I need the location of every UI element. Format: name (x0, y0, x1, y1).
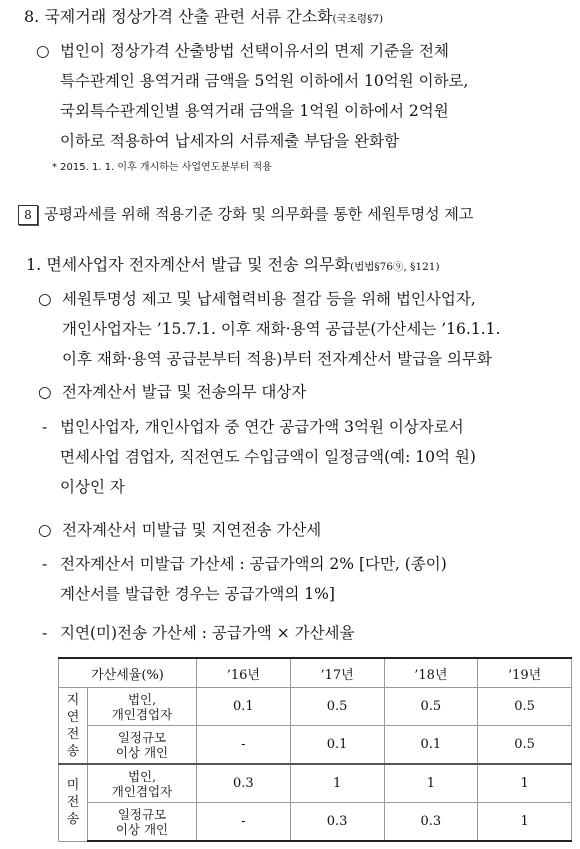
table-header-cell: ’17년 (290, 658, 384, 688)
table-cell: 1 (290, 764, 384, 803)
item1-d3: 지연(미)전송 가산세 : 공급가액 × 가산세율 (60, 624, 355, 642)
table-cell: 0.1 (384, 726, 478, 765)
table-cell: 0.5 (384, 688, 478, 726)
table-header-cell: ’19년 (478, 658, 572, 688)
table-cell: 1 (478, 764, 572, 803)
row-label: 법인, 개인겸업자 (88, 688, 197, 726)
item1-dash-1 (42, 412, 476, 502)
row-label: 법인, 개인겸업자 (88, 764, 197, 803)
item1-ref: (법법§76⑨, §121) (350, 261, 440, 273)
surcharge-rate-table (58, 657, 572, 842)
section-title: 공평과세를 위해 적용기준 강화 및 의무화를 통한 세원투명성 제고 (44, 205, 474, 223)
item1-bullet-2 (38, 377, 306, 407)
item1-b1-line-2: 이후 재화·용역 공급분부터 적용)부터 전자계산서 발급을 의무화 (62, 350, 492, 368)
item8-line-3: 이하로 적용하여 납세자의 서류제출 부담을 완화함 (60, 132, 400, 150)
table-header-cell: ’16년 (197, 658, 291, 688)
table-header-cell: ’18년 (384, 658, 478, 688)
item1-bullet-3 (38, 515, 321, 545)
table-cell: - (197, 803, 291, 842)
table-cell: 0.5 (290, 688, 384, 726)
item1-dash-3 (42, 618, 355, 648)
circle-bullet-icon: ○ (38, 383, 52, 401)
table-cell: 0.3 (384, 803, 478, 842)
group-label-late: 지 연 전 송 (59, 688, 88, 765)
section-number: 8 (18, 205, 38, 225)
table-row (59, 726, 572, 765)
row-label: 일정규모 이상 개인 (88, 726, 197, 765)
item1-d2-line-0: 전자계산서 미발급 가산세 : 공급가액의 2% [다만, (종이) (60, 555, 447, 573)
item1-heading (26, 252, 440, 275)
item8-line-0: 법인이 정상가격 산출방법 선택이유서의 면제 기준을 전체 (60, 42, 449, 60)
item8-title: 8. 국제거래 정상가격 산출 관련 서류 간소화 (24, 7, 333, 26)
item1-d1-line-0: 법인사업자, 개인사업자 중 연간 공급가액 3억원 이상자로서 (60, 418, 464, 436)
item8-bullet (36, 36, 468, 156)
table-cell: 1 (384, 764, 478, 803)
item1-b1-line-0: 세원투명성 제고 및 납세협력비용 절감 등을 위해 법인사업자, (62, 290, 476, 308)
table-cell: 0.1 (197, 688, 291, 726)
item8-heading (24, 4, 383, 27)
item1-dash-2 (42, 549, 447, 609)
item1-d1-line-1: 면세사업 겸업자, 직전연도 수입금액이 일정금액(예: 10억 원) (60, 448, 476, 466)
table-cell: 0.1 (290, 726, 384, 765)
item8-line-2: 국외특수관계인별 용역거래 금액을 1억원 이하에서 2억원 (60, 102, 449, 120)
table-row (59, 803, 572, 842)
table-cell: 0.3 (197, 764, 291, 803)
table-cell: - (197, 726, 291, 765)
item8-ref: (국조령§7) (332, 13, 384, 25)
dash-bullet-icon: - (42, 624, 48, 642)
item1-d1-line-2: 이상인 자 (60, 478, 125, 496)
table-row (59, 688, 572, 726)
section-heading (18, 203, 473, 225)
item1-title: 1. 면세사업자 전자계산서 발급 및 전송 의무화 (26, 255, 350, 274)
item1-b1-line-1: 개인사업자는 ’15.7.1. 이후 재화·용역 공급분(가산세는 ’16.1.1. (62, 320, 501, 338)
circle-bullet-icon: ○ (38, 521, 52, 539)
table-header-cell: 가산세율(%) (59, 658, 197, 688)
item1-d2-line-1: 계산서를 발급한 경우는 공급가액의 1%] (60, 585, 335, 603)
group-label-missing: 미 전 송 (59, 764, 88, 841)
table-header-row (59, 658, 572, 688)
circle-bullet-icon: ○ (38, 290, 52, 308)
dash-bullet-icon: - (42, 418, 48, 436)
item1-b3: 전자계산서 미발급 및 지연전송 가산세 (62, 521, 322, 539)
table-cell: 1 (478, 803, 572, 842)
row-label: 일정규모 이상 개인 (88, 803, 197, 842)
circle-bullet-icon: ○ (36, 42, 50, 60)
item8-footnote: * 2015. 1. 1. 이후 개시하는 사업연도분부터 적용 (52, 162, 272, 173)
item1-bullet-1 (38, 284, 500, 374)
table-cell: 0.5 (478, 688, 572, 726)
item8-line-1: 특수관계인 용역거래 금액을 5억원 이하에서 10억원 이하로, (60, 72, 469, 90)
item1-b2: 전자계산서 발급 및 전송의무 대상자 (62, 383, 307, 401)
table-cell: 0.3 (290, 803, 384, 842)
dash-bullet-icon: - (42, 555, 48, 573)
table-row (59, 764, 572, 803)
table-cell: 0.5 (478, 726, 572, 765)
